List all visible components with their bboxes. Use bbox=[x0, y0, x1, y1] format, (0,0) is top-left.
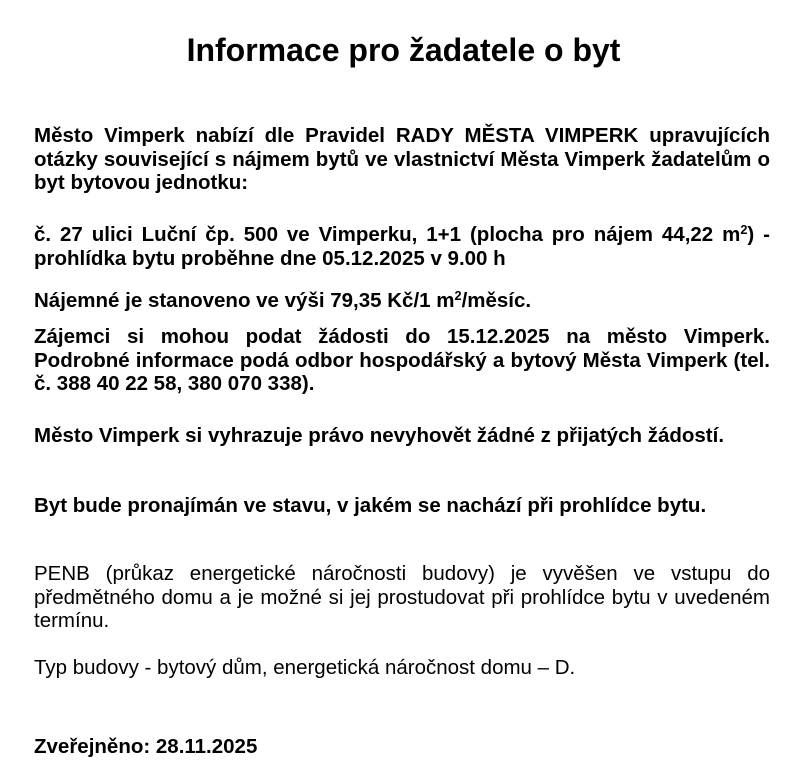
page-title: Informace pro žadatele o byt bbox=[186, 32, 621, 68]
published-date: Zveřejněno: 28.11.2025 bbox=[34, 735, 258, 758]
offer-intro-paragraph: Město Vimperk nabízí dle Pravidel RADY MĚSTA VIMPERK upravujících otázky související s nájmem bytů ve vlastnictví Města Vimperk žadatelům o byt bytovou jednotku: bbox=[34, 124, 770, 194]
condition-paragraph: Byt bude pronajímán ve stavu, v jakém se nachází při prohlídce bytu. bbox=[34, 494, 707, 517]
apartment-details-paragraph bbox=[34, 223, 770, 270]
apartment-area-exponent: 2 bbox=[740, 222, 748, 238]
application-paragraph: Zájemci si mohou podat žádosti do 15.12.2025 na město Vimperk. Podrobné informace podá odbor hospodářský a bytový Města Vimperk (tel. č. 388 40 22 58, 380 070 338). bbox=[34, 325, 770, 395]
penb-paragraph: PENB (průkaz energetické náročnosti budovy) je vyvěšen ve vstupu do předmětného domu a je možné si jej prostudovat při prohlídce bytu v uvedeném termínu. bbox=[34, 562, 770, 632]
rent-suffix: /měsíc. bbox=[461, 289, 532, 312]
apartment-line-suffix: ) - prohlídka bytu proběhne dne 05.12.2025 v 9.00 h bbox=[34, 223, 770, 270]
building-type-paragraph: Typ budovy - bytový dům, energetická náročnost domu – D. bbox=[34, 656, 576, 679]
apartment-line-prefix: č. 27 ulici Luční čp. 500 ve Vimperku, 1+1 (plocha pro nájem 44,22 m bbox=[34, 223, 741, 246]
rent-exponent: 2 bbox=[454, 288, 462, 304]
rent-paragraph bbox=[34, 289, 770, 313]
reservation-paragraph: Město Vimperk si vyhrazuje právo nevyhovět žádné z přijatých žádostí. bbox=[34, 424, 725, 447]
rent-prefix: Nájemné je stanoveno ve výši 79,35 Kč/1 m bbox=[34, 289, 455, 312]
